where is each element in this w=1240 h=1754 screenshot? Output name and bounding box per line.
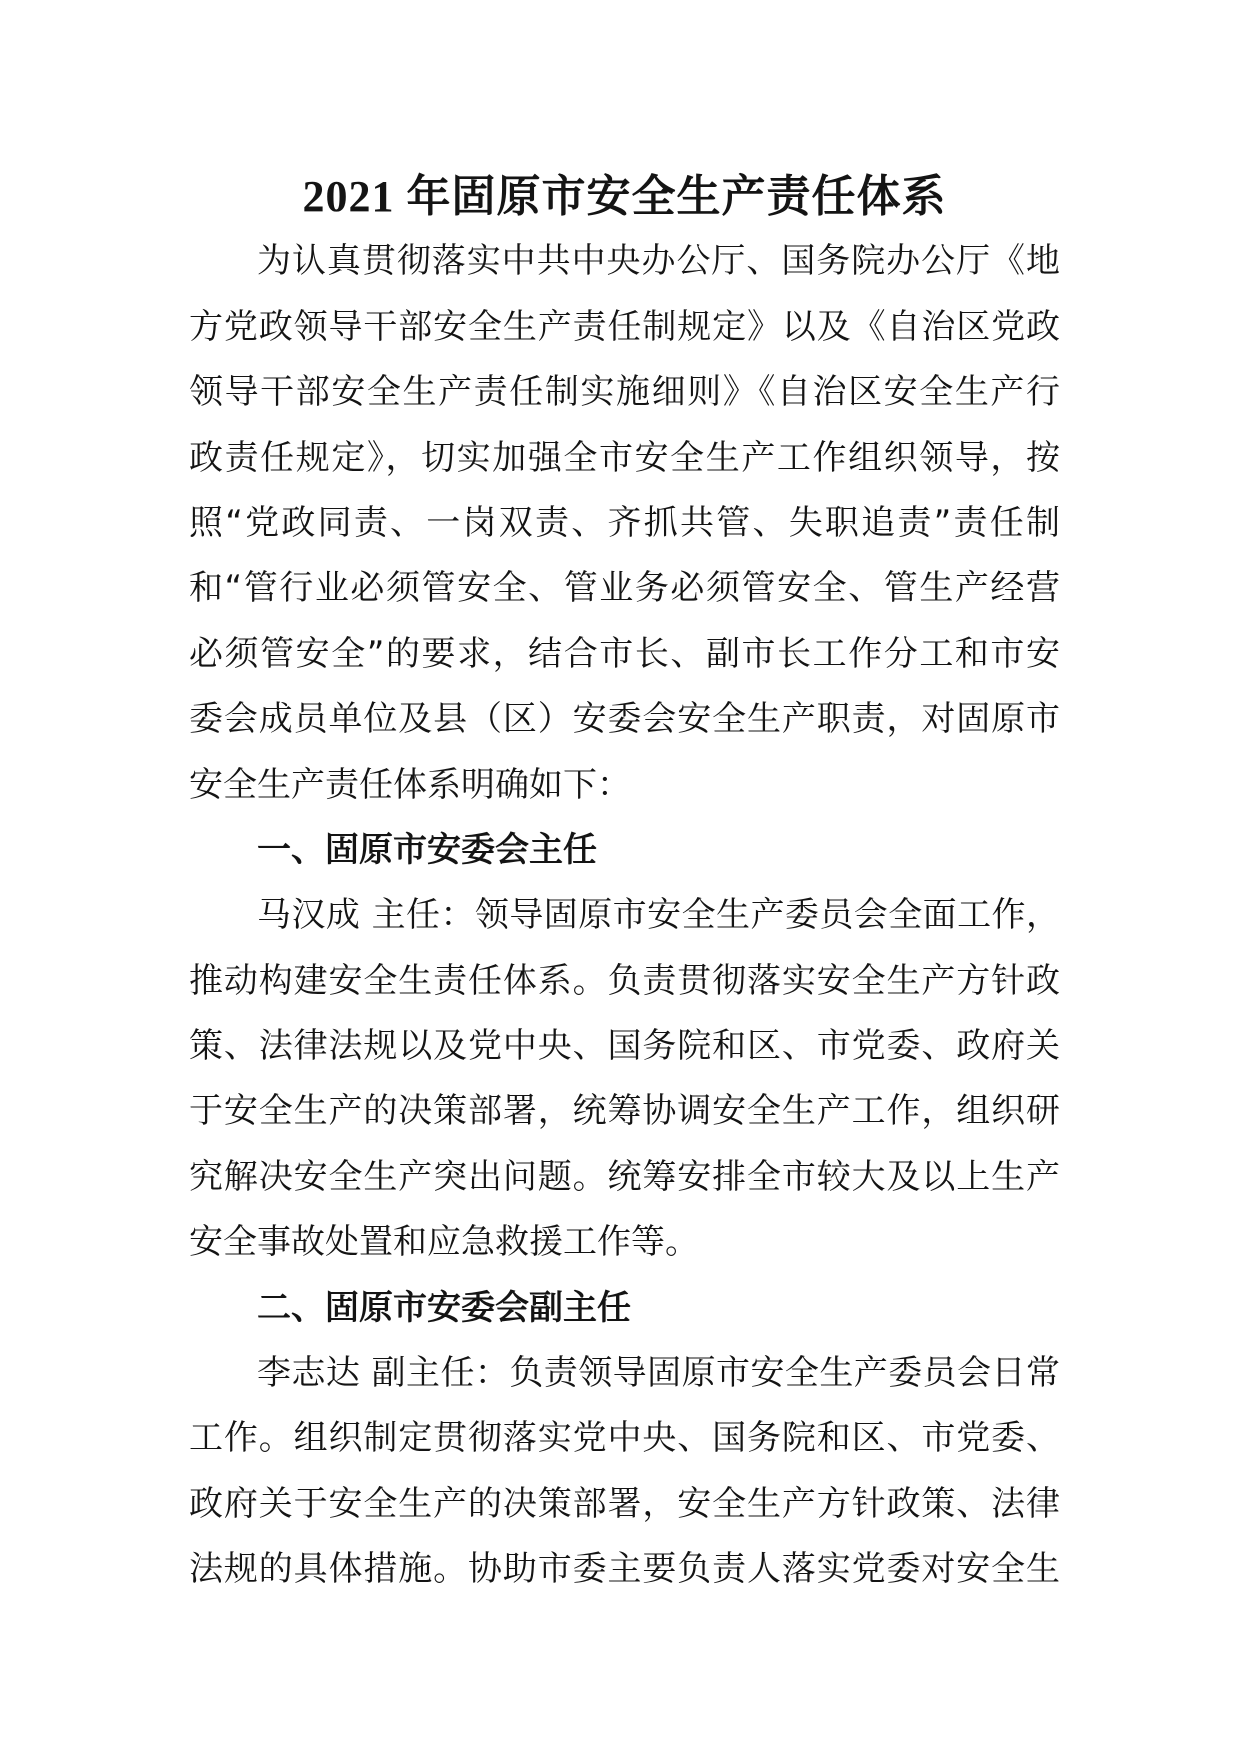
intro-paragraph <box>189 229 1060 818</box>
intro-line: 方党政领导干部安全生产责任制规定》以及《自治区党政 <box>189 306 1060 347</box>
intro-line: 安全生产责任体系明确如下： <box>189 764 631 805</box>
intro-line: 政责任规定》，切实加强全市安全生产工作组织领导，按 <box>189 437 1060 478</box>
section-2-heading: 二、固原市安委会副主任 <box>257 1287 631 1328</box>
intro-line: 和“管行业必须管安全、管业务必须管安全、管生产经营 <box>189 568 1060 609</box>
section-2-line: 李志达 副主任：负责领导固原市安全生产委员会日常 <box>257 1353 1060 1394</box>
section-1-line: 马汉成 主任：领导固原市安全生产委员会全面工作， <box>257 895 1060 936</box>
section-1-line: 推动构建安全生责任体系。负责贯彻落实安全生产方针政 <box>189 960 1060 1001</box>
intro-line: 委会成员单位及县（区）安委会安全生产职责，对固原市 <box>189 699 1060 740</box>
section-2-line: 工作。组织制定贯彻落实党中央、国务院和区、市党委、 <box>189 1418 1060 1459</box>
section-1-heading: 一、固原市安委会主任 <box>257 829 597 870</box>
section-1-line: 究解决安全生产突出问题。统筹安排全市较大及以上生产 <box>189 1156 1060 1197</box>
section-2-line: 法规的具体措施。协助市委主要负责人落实党委对安全生 <box>189 1549 1060 1590</box>
intro-line: 必须管安全”的要求，结合市长、副市长工作分工和市安 <box>189 633 1060 674</box>
section-1-paragraph <box>189 883 1060 1275</box>
document-body <box>189 164 1060 1603</box>
intro-line: 为认真贯彻落实中共中央办公厅、国务院办公厅《地 <box>257 241 1060 282</box>
section-2-paragraph <box>189 1341 1060 1603</box>
section-1-line: 策、法律法规以及党中央、国务院和区、市党委、政府关 <box>189 1026 1060 1067</box>
section-2-line: 政府关于安全生产的决策部署，安全生产方针政策、法律 <box>189 1483 1060 1524</box>
intro-line: 领导干部安全生产责任制实施细则》《自治区安全生产行 <box>189 372 1060 413</box>
section-1-line: 于安全生产的决策部署，统筹协调安全生产工作，组织研 <box>189 1091 1060 1132</box>
intro-line: 照“党政同责、一岗双责、齐抓共管、失职追责”责任制 <box>189 502 1060 543</box>
document-title: 2021 年固原市安全生产责任体系 <box>302 172 947 221</box>
section-1-line: 安全事故处置和应急救援工作等。 <box>189 1222 699 1263</box>
